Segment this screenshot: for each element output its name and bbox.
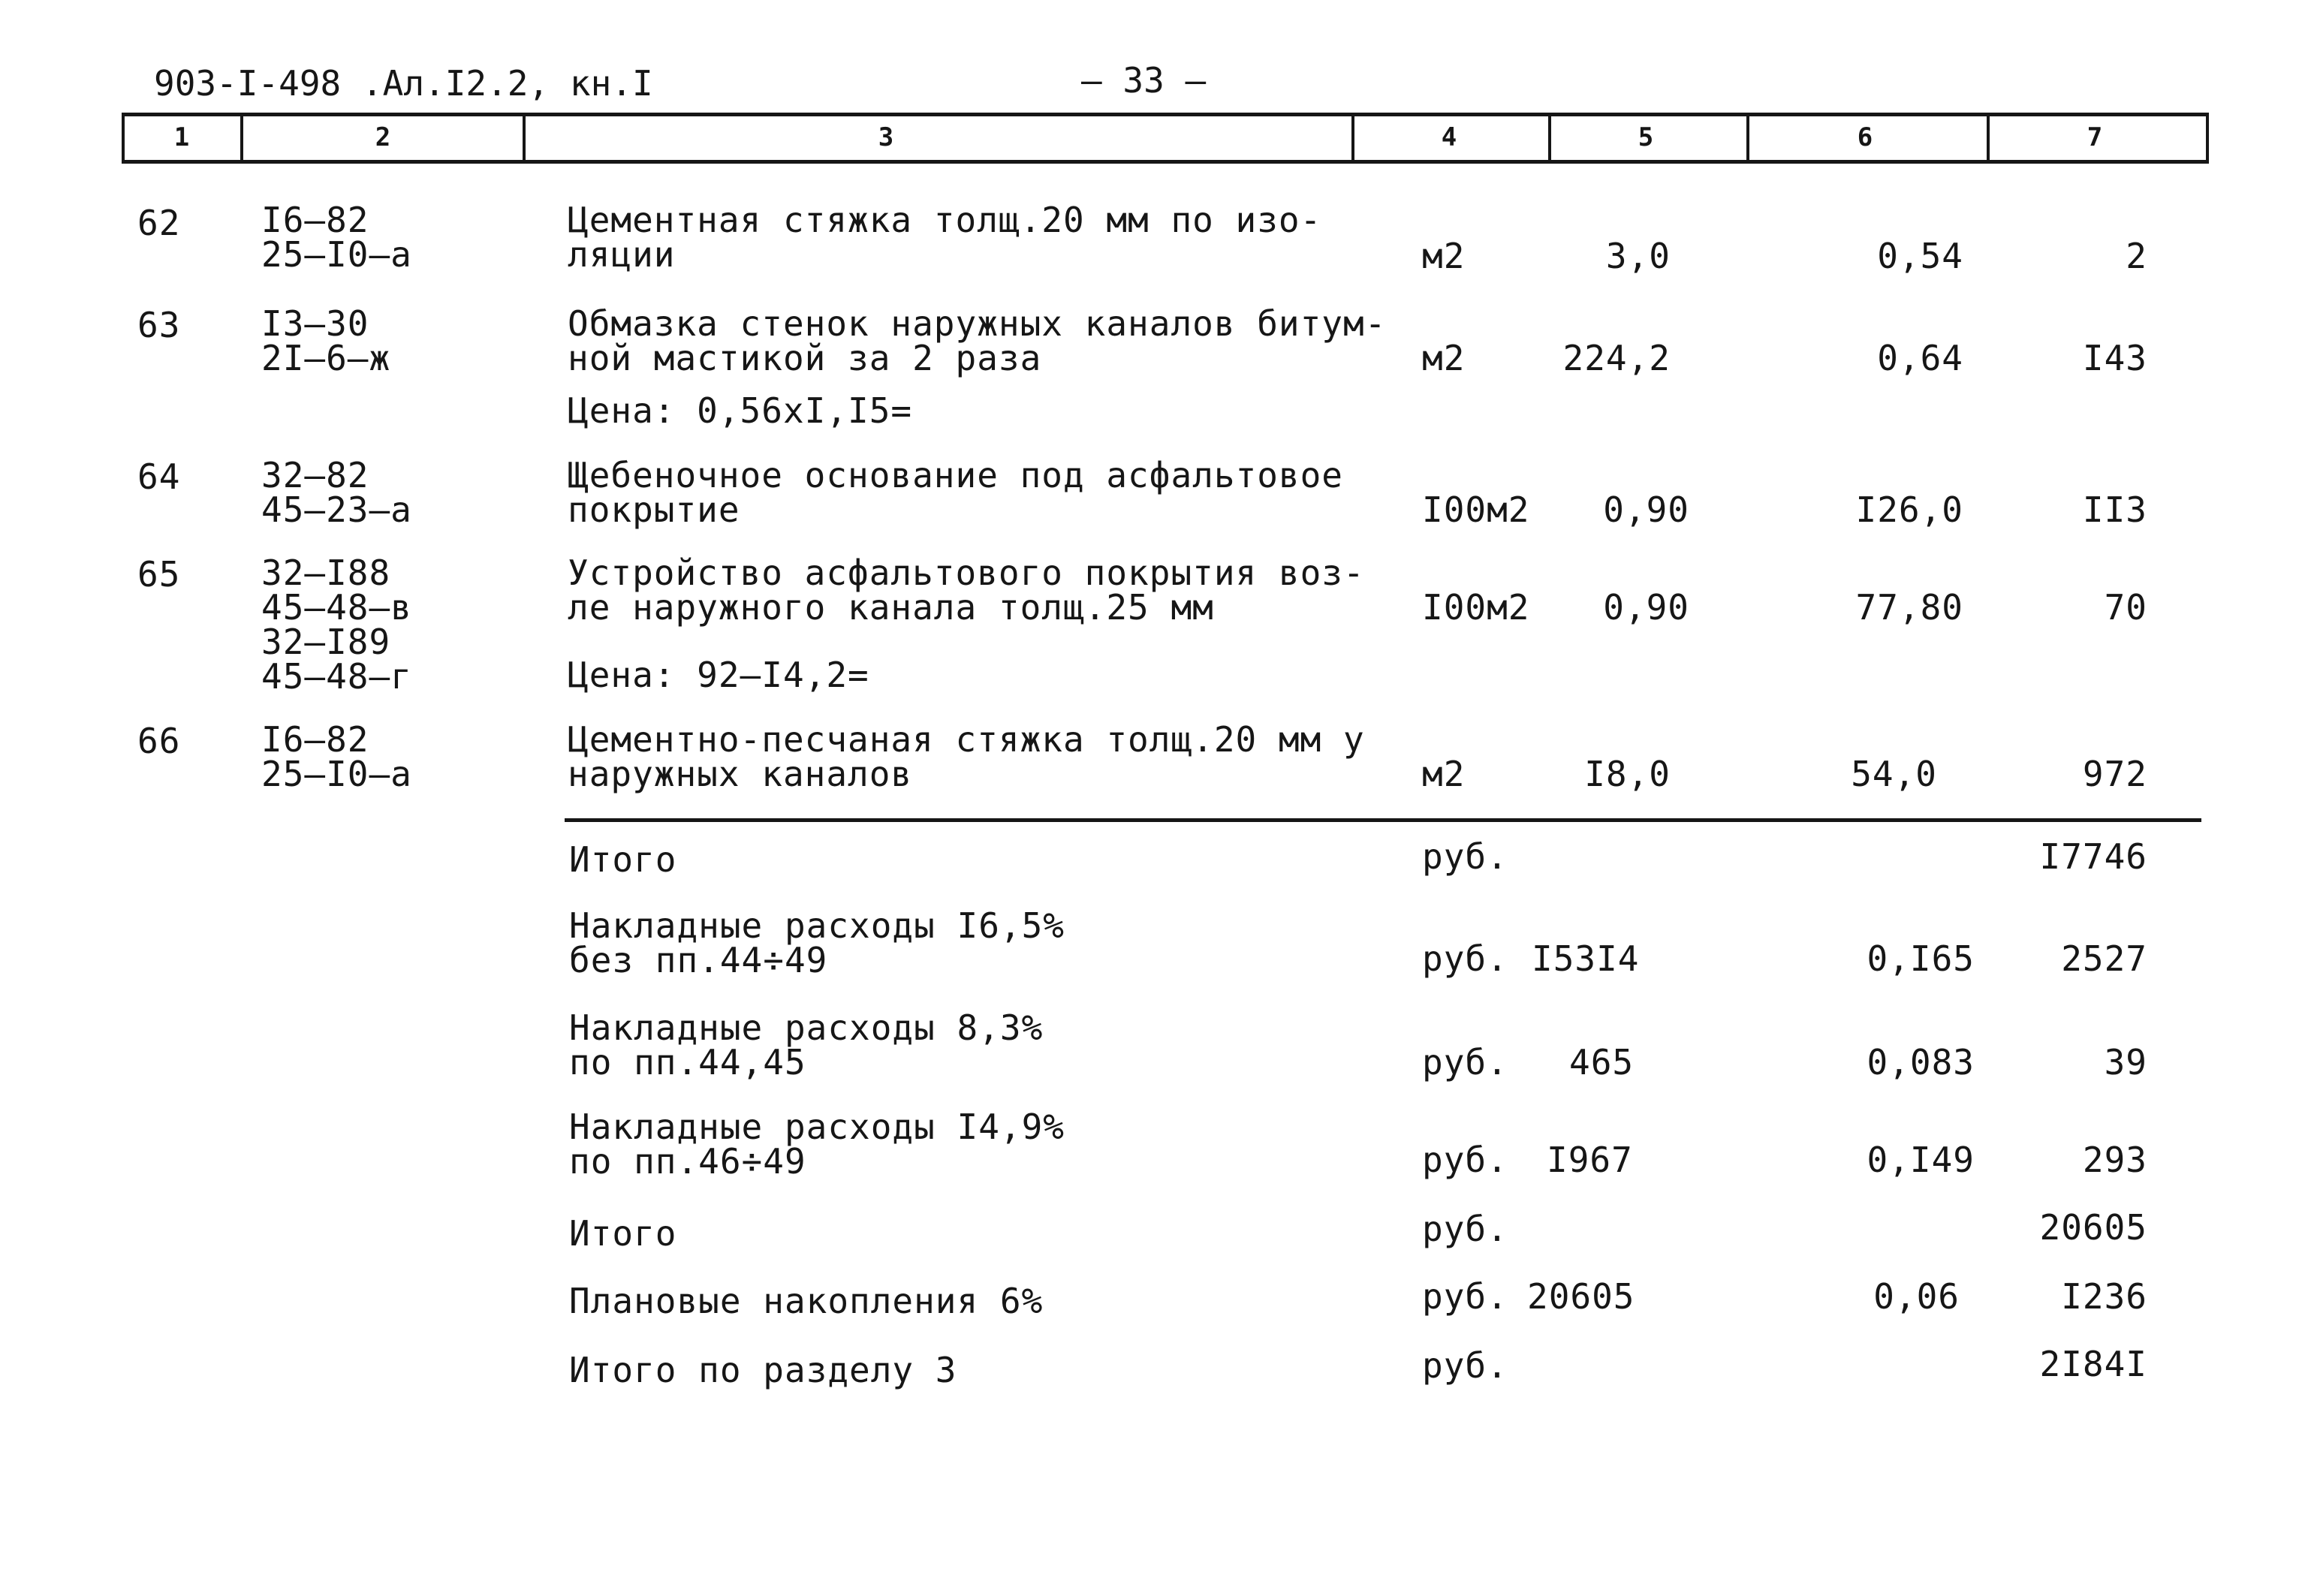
column-header: 2	[375, 122, 391, 152]
column-header: 4	[1441, 122, 1457, 152]
currency-unit: руб.	[1422, 1140, 1508, 1180]
summary-total: 293	[2082, 1140, 2147, 1180]
summary-total: I236	[2061, 1276, 2147, 1317]
norm-code: I6–82 25–I0–а	[261, 200, 412, 275]
page-number: — 33 —	[1081, 60, 1207, 101]
unit-price: 0,54	[1877, 236, 1963, 276]
currency-unit: руб.	[1422, 1209, 1508, 1249]
quantity: 0,90	[1603, 587, 1689, 628]
summary-rate: 0,083	[1867, 1042, 1975, 1083]
unit-price: 54,0	[1851, 754, 1937, 794]
work-description: Устройство асфальтового покрытия воз- ле наружного канала толщ.25 мм	[568, 553, 1365, 628]
summary-label: Накладные расходы I4,9% по пп.46÷49	[569, 1107, 1065, 1182]
unit: I00м2	[1422, 489, 1530, 530]
currency-unit: руб.	[1422, 1276, 1508, 1317]
unit-price: 0,64	[1877, 338, 1963, 378]
unit-price: I26,0	[1855, 489, 1963, 530]
summary-total: 39	[2104, 1042, 2147, 1083]
column-header: 1	[173, 122, 190, 152]
summary-total: 2I84I	[2039, 1344, 2147, 1384]
summary-total: 20605	[2039, 1207, 2147, 1248]
norm-code: 32–82 45–23–а	[261, 455, 412, 530]
line-total: II3	[2082, 489, 2147, 530]
summary-base: 20605	[1527, 1276, 1635, 1317]
work-description: Обмазка стенок наружных каналов битум- ной мастикой за 2 раза	[568, 303, 1387, 378]
summary-total: I7746	[2039, 836, 2147, 877]
summary-rate: 0,06	[1873, 1276, 1960, 1317]
column-header: 7	[2087, 122, 2103, 152]
summary-divider	[565, 818, 2201, 822]
row-number: 62	[137, 203, 181, 243]
summary-label: Итого	[569, 1213, 677, 1254]
work-description: Цементно-песчаная стяжка толщ.20 мм у наружных каналов	[568, 719, 1365, 794]
quantity: I8,0	[1584, 754, 1671, 794]
currency-unit: руб.	[1422, 836, 1508, 877]
line-total: 2	[2126, 236, 2147, 276]
line-total: 70	[2104, 587, 2147, 628]
unit-price: 77,80	[1855, 587, 1963, 628]
unit: I00м2	[1422, 587, 1530, 628]
norm-code: I3–30 2I–6–ж	[261, 303, 391, 378]
summary-base: I53I4	[1532, 938, 1640, 979]
summary-total: 2527	[2061, 938, 2147, 979]
summary-label: Накладные расходы 8,3% по пп.44,45	[569, 1007, 1044, 1083]
quantity: 224,2	[1562, 338, 1671, 378]
line-total: 972	[2082, 754, 2147, 794]
unit: м2	[1422, 236, 1466, 276]
work-description: Цементная стяжка толщ.20 мм по изо- ляции	[568, 200, 1322, 275]
summary-base: 465	[1569, 1042, 1635, 1083]
summary-rate: 0,I49	[1867, 1140, 1975, 1180]
norm-code: 32–I88 45–48–в 32–I89 45–48–г	[261, 553, 412, 697]
row-number: 63	[137, 305, 181, 345]
document-reference: 903-I-498 .Ал.I2.2, кн.I	[154, 63, 653, 104]
currency-unit: руб.	[1422, 1345, 1508, 1386]
summary-label: Итого	[569, 839, 677, 880]
column-header: 3	[878, 122, 894, 152]
summary-rate: 0,I65	[1867, 938, 1975, 979]
summary-label: Плановые накопления 6%	[569, 1281, 1044, 1321]
unit: м2	[1422, 338, 1466, 378]
summary-label: Итого по разделу 3	[569, 1350, 957, 1390]
column-header: 6	[1857, 122, 1873, 152]
column-header: 5	[1638, 122, 1654, 152]
price-note: Цена: 92–I4,2=	[568, 655, 869, 695]
unit: м2	[1422, 754, 1466, 794]
summary-label: Накладные расходы I6,5% без пп.44÷49	[569, 905, 1065, 980]
row-number: 66	[137, 721, 181, 761]
work-description: Щебеночное основание под асфальтовое покрытие	[568, 455, 1343, 530]
currency-unit: руб.	[1422, 938, 1508, 979]
currency-unit: руб.	[1422, 1042, 1508, 1083]
line-total: I43	[2082, 338, 2147, 378]
price-note: Цена: 0,56хI,I5=	[568, 390, 913, 431]
row-number: 65	[137, 554, 181, 595]
summary-base: I967	[1547, 1140, 1633, 1180]
row-number: 64	[137, 456, 181, 497]
quantity: 0,90	[1603, 489, 1689, 530]
quantity: 3,0	[1605, 236, 1671, 276]
norm-code: I6–82 25–I0–а	[261, 719, 412, 794]
